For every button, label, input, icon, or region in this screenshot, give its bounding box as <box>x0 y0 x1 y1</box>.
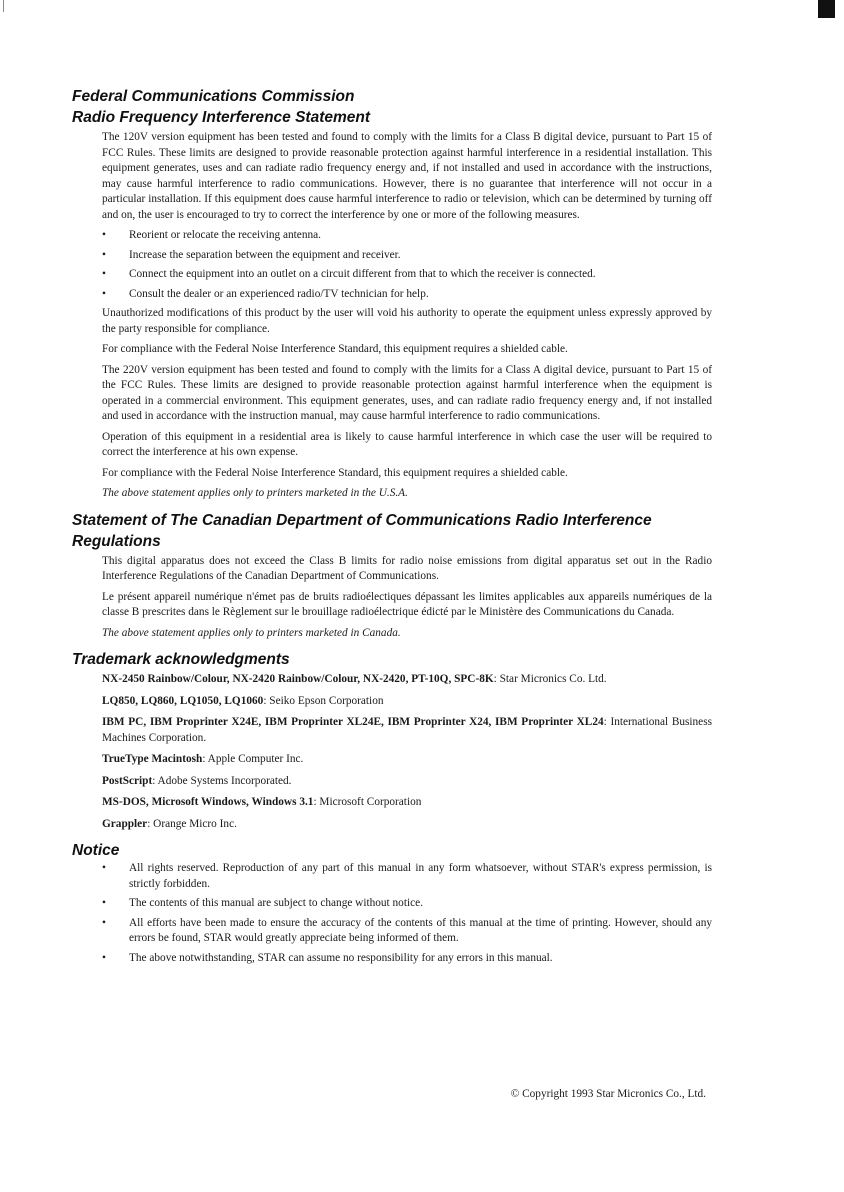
trademark-marks: MS-DOS, Microsoft Windows, Windows 3.1 <box>102 796 314 808</box>
trademark-owner: Orange Micro Inc. <box>153 817 237 830</box>
bullet-icon: • <box>102 268 106 280</box>
bullet-icon: • <box>102 951 106 964</box>
trademark-owner: International Business Machines Corporation. <box>102 716 712 744</box>
trademark-owner: Star Micronics Co. Ltd. <box>499 673 607 685</box>
canada-paragraph: This digital apparatus does not exceed the Class B limits for radio noise emissions from digital apparatus set out in the Radio Interference Regulations of the Canadian Department of Communications. <box>102 554 712 582</box>
trademark-marks: IBM PC, IBM Proprinter X24E, IBM Proprinter XL24E, IBM Proprinter X24, IBM Proprinter XL24 <box>102 716 604 728</box>
fcc-paragraph: Operation of this equipment in a residential area is likely to cause harmful interference in which case the user will be required to correct the interference at his own expense. <box>102 430 712 458</box>
list-item-text: Reorient or relocate the receiving antenna. <box>129 229 321 241</box>
trademark-heading: Trademark acknowledgments <box>72 651 290 668</box>
fcc-paragraph: Unauthorized modifications of this product by the user will void his authority to operate the equipment unless expressly approved by the party responsible for compliance. <box>102 307 712 335</box>
list-item <box>102 267 712 283</box>
list-item <box>102 228 712 244</box>
list-item <box>102 861 712 892</box>
measures-list <box>102 228 712 302</box>
trademark-marks: Grappler <box>102 817 148 830</box>
trademark-section <box>102 672 712 832</box>
bullet-icon: • <box>102 916 106 929</box>
notice-list <box>102 861 712 966</box>
list-item-text: Increase the separation between the equipment and receiver. <box>129 248 401 261</box>
list-item <box>102 248 712 264</box>
canada-note: The above statement applies only to printers marketed in Canada. <box>102 626 401 639</box>
list-item-text: The contents of this manual are subject to change without notice. <box>129 897 423 909</box>
canada-paragraph-french: Le présent appareil numérique n'émet pas de bruits radioélectiques dépassant les limites applicables aux appareils numériques de la classe B prescrites dans le Règlement sur le brouillage radioélectrique édicté par le Ministère des Communications du Canada. <box>102 590 712 618</box>
bullet-icon: • <box>102 897 106 909</box>
list-item <box>102 951 712 967</box>
fcc-section <box>102 130 712 502</box>
list-item-text: All rights reserved. Reproduction of any part of this manual in any form whatsoever, without STAR's express permission, is strictly forbidden. <box>129 862 712 890</box>
bullet-icon: • <box>102 287 106 300</box>
fcc-paragraph: The 120V version equipment has been tested and found to comply with the limits for a Class B digital device, pursuant to Part 15 of FCC Rules. These limits are designed to provide reasonable protection against harmful interference in a residential installation. This equipment generates, uses and can radiate radio frequency energy and, if not installed and used in accordance with the instructions, may cause harmful interference to radio communications. However, there is no guarantee that interference will not occur in a particular installation. If this equipment does cause harmful interference to radio or television, which can be determined by turning off and on, the user is encouraged to try to correct the interference by one or more of the following measures. <box>102 131 712 221</box>
scan-artifact-line <box>3 0 4 12</box>
fcc-subheading: Radio Frequency Interference Statement <box>72 109 371 126</box>
trademark-entry: NX-2450 Rainbow/Colour, NX-2420 Rainbow/Colour, NX-2420, PT-10Q, SPC-8K: Star Micronics Co. Ltd. <box>102 673 607 685</box>
fcc-paragraph: For compliance with the Federal Noise Interference Standard, this equipment requires a shielded cable. <box>102 466 568 479</box>
fcc-paragraph: The 220V version equipment has been tested and found to comply with the limits for a Class A digital device, pursuant to Part 15 of the FCC Rules. These limits are designed to provide reasonable protection against harmful interference when the equipment is operated in a commercial environment. This equipment generates, uses, and can radiate radio frequency energy and, if not installed and used in accordance with the instruction manual, may cause harmful interference to radio communications. <box>102 363 712 422</box>
scan-registration-mark <box>818 0 835 18</box>
notice-heading: Notice <box>72 842 120 859</box>
copyright-line: © Copyright 1993 Star Micronics Co., Ltd. <box>510 1088 706 1100</box>
trademark-entry: Grappler: Orange Micro Inc. <box>102 817 237 830</box>
trademark-owner: Apple Computer Inc. <box>207 753 304 765</box>
canada-section <box>102 554 712 642</box>
trademark-entry: PostScript: Adobe Systems Incorporated. <box>102 774 292 787</box>
list-item-text: The above notwithstanding, STAR can assume no responsibility for any errors in this manual. <box>129 951 553 964</box>
list-item-text: Connect the equipment into an outlet on a circuit different from that to which the receiver is connected. <box>129 268 596 280</box>
document-page <box>72 86 712 970</box>
trademark-owner: Microsoft Corporation <box>319 796 422 808</box>
bullet-icon: • <box>102 862 106 874</box>
bullet-icon: • <box>102 248 106 261</box>
trademark-entry: LQ850, LQ860, LQ1050, LQ1060: Seiko Epson Corporation <box>102 694 384 707</box>
trademark-owner: Adobe Systems Incorporated. <box>157 774 292 787</box>
list-item-text: All efforts have been made to ensure the accuracy of the contents of this manual at the time of printing. However, should any errors be found, STAR would greatly appreciate being informed of them. <box>129 916 712 944</box>
trademark-entry: TrueType Macintosh: Apple Computer Inc. <box>102 753 304 765</box>
trademark-entry: IBM PC, IBM Proprinter X24E, IBM Proprinter XL24E, IBM Proprinter X24, IBM Proprinter XL24: International Business Machines Corporation. <box>102 716 712 744</box>
list-item <box>102 916 712 947</box>
fcc-note: The above statement applies only to printers marketed in the U.S.A. <box>102 487 408 499</box>
trademark-marks: NX-2450 Rainbow/Colour, NX-2420 Rainbow/Colour, NX-2420, PT-10Q, SPC-8K <box>102 673 494 685</box>
trademark-marks: PostScript <box>102 774 153 787</box>
fcc-heading: Federal Communications Commission <box>72 88 355 105</box>
canada-heading: Statement of The Canadian Department of Communications Radio Interference Regulations <box>72 511 652 550</box>
trademark-marks: TrueType Macintosh <box>102 753 203 765</box>
trademark-owner: Seiko Epson Corporation <box>269 694 384 707</box>
fcc-paragraph: For compliance with the Federal Noise Interference Standard, this equipment requires a shielded cable. <box>102 343 568 355</box>
trademark-marks: LQ850, LQ860, LQ1050, LQ1060 <box>102 694 264 707</box>
bullet-icon: • <box>102 229 106 241</box>
list-item <box>102 896 712 912</box>
list-item-text: Consult the dealer or an experienced radio/TV technician for help. <box>129 287 429 300</box>
trademark-entry: MS-DOS, Microsoft Windows, Windows 3.1: Microsoft Corporation <box>102 796 422 808</box>
notice-section <box>102 861 712 966</box>
list-item <box>102 287 712 303</box>
